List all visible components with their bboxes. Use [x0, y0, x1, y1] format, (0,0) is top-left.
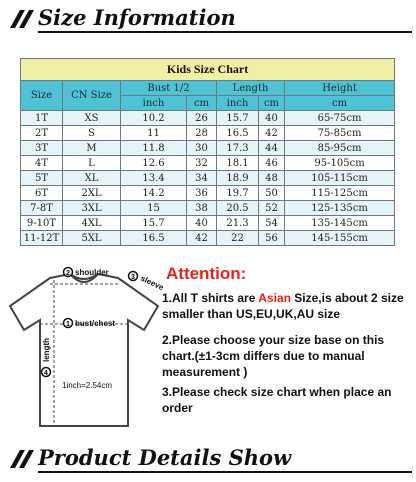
- cell-size: 4T: [21, 156, 63, 171]
- unit-inch: inch: [121, 96, 187, 111]
- shoulder-label: shoulder: [75, 268, 109, 277]
- table-row: [21, 201, 395, 216]
- cell-len-in: 17.3: [217, 141, 259, 156]
- cell-len-cm: 40: [259, 111, 285, 126]
- cell-bust-cm: 30: [187, 141, 217, 156]
- cell-bust-cm: 26: [187, 111, 217, 126]
- table-title: Kids Size Chart: [21, 59, 395, 81]
- unit-inch: inch: [217, 96, 259, 111]
- sleeve-label: sleeve: [139, 273, 166, 293]
- cell-len-in: 18.1: [217, 156, 259, 171]
- cell-bust-cm: 38: [187, 201, 217, 216]
- unit-cm: cm: [187, 96, 217, 111]
- cell-size: 11-12T: [21, 231, 63, 246]
- double-chevron-icon: [8, 8, 38, 30]
- cell-bust-in: 12.6: [121, 156, 187, 171]
- table-row: [21, 111, 395, 126]
- cell-bust-cm: 42: [187, 231, 217, 246]
- cell-size: 9-10T: [21, 216, 63, 231]
- cell-height: 145-155cm: [285, 231, 395, 246]
- unit-cm: cm: [285, 96, 395, 111]
- table-row: [21, 141, 395, 156]
- cell-cn: 4XL: [63, 216, 121, 231]
- cell-len-in: 16.5: [217, 126, 259, 141]
- cell-bust-cm: 36: [187, 186, 217, 201]
- attention-note-1: [162, 290, 410, 322]
- cell-bust-in: 15.7: [121, 216, 187, 231]
- bust-label: bust/chest: [75, 319, 116, 328]
- attention-note-2: 2.Please choose your size base on this chart.(±1-3cm differs due to manual measurement ): [162, 333, 385, 379]
- divider: [38, 471, 412, 473]
- length-label: length: [42, 338, 51, 362]
- attention-note-3: 3.Please check size chart when place an order: [162, 385, 392, 415]
- table-row: [21, 126, 395, 141]
- cell-size: 7-8T: [21, 201, 63, 216]
- cell-cn: XL: [63, 171, 121, 186]
- note-1-highlight: Asian: [258, 291, 291, 305]
- kids-size-chart-table: [20, 58, 395, 246]
- cell-len-cm: 52: [259, 201, 285, 216]
- cell-height: 125-135cm: [285, 201, 395, 216]
- cell-len-cm: 56: [259, 231, 285, 246]
- cell-cn: 2XL: [63, 186, 121, 201]
- note-1-text-a: 1.All T shirts are: [162, 291, 259, 305]
- cell-bust-in: 16.5: [121, 231, 187, 246]
- cell-cn: M: [63, 141, 121, 156]
- cell-bust-cm: 40: [187, 216, 217, 231]
- attention-title: Attention:: [166, 264, 247, 283]
- marker-1-label: 1: [66, 321, 70, 328]
- cell-len-cm: 48: [259, 171, 285, 186]
- cell-size: 6T: [21, 186, 63, 201]
- unit-cm: cm: [259, 96, 285, 111]
- cell-len-cm: 46: [259, 156, 285, 171]
- cell-cn: L: [63, 156, 121, 171]
- cell-len-in: 18.9: [217, 171, 259, 186]
- cell-bust-cm: 34: [187, 171, 217, 186]
- col-header-cn-size: CN Size: [63, 81, 121, 111]
- cell-bust-in: 11: [121, 126, 187, 141]
- tshirt-measurement-diagram: [6, 266, 166, 430]
- cell-height: 65-75cm: [285, 111, 395, 126]
- cell-size: 5T: [21, 171, 63, 186]
- table-row: [21, 216, 395, 231]
- cell-bust-in: 13.4: [121, 171, 187, 186]
- marker-2-label: 2: [66, 270, 70, 277]
- cell-height: 95-105cm: [285, 156, 395, 171]
- cell-len-in: 15.7: [217, 111, 259, 126]
- double-chevron-icon: [8, 448, 38, 470]
- cell-height: 115-125cm: [285, 186, 395, 201]
- note-1-text-b: Size,is about 2 size smaller than US,EU,UK,AU size: [162, 291, 404, 321]
- table-row: [21, 156, 395, 171]
- table-row: [21, 171, 395, 186]
- marker-3-label: 3: [131, 274, 135, 281]
- cell-size: 3T: [21, 141, 63, 156]
- col-header-height: Height: [285, 81, 395, 96]
- cell-height: 75-85cm: [285, 126, 395, 141]
- cell-len-in: 19.7: [217, 186, 259, 201]
- cell-size: 2T: [21, 126, 63, 141]
- cell-height: 105-115cm: [285, 171, 395, 186]
- divider: [38, 31, 412, 33]
- col-header-bust: Bust 1/2: [121, 81, 217, 96]
- cell-bust-in: 15: [121, 201, 187, 216]
- cell-len-in: 22: [217, 231, 259, 246]
- cell-bust-cm: 32: [187, 156, 217, 171]
- cell-height: 85-95cm: [285, 141, 395, 156]
- cell-len-in: 21.3: [217, 216, 259, 231]
- cell-len-cm: 42: [259, 126, 285, 141]
- cell-len-cm: 54: [259, 216, 285, 231]
- cell-bust-cm: 28: [187, 126, 217, 141]
- tshirt-outline: [10, 274, 158, 426]
- marker-4-label: 4: [44, 370, 48, 377]
- cell-height: 135-145cm: [285, 216, 395, 231]
- cell-size: 1T: [21, 111, 63, 126]
- cell-len-cm: 44: [259, 141, 285, 156]
- section-title: Product Details Show: [38, 445, 292, 470]
- cell-cn: 5XL: [63, 231, 121, 246]
- col-header-length: Length: [217, 81, 285, 96]
- cell-len-in: 20.5: [217, 201, 259, 216]
- product-details-header: [4, 444, 412, 474]
- col-header-size: Size: [21, 81, 63, 111]
- section-title: Size Information: [38, 5, 236, 30]
- cell-cn: S: [63, 126, 121, 141]
- inch-conversion-note: 1inch=2.54cm: [62, 381, 113, 390]
- cell-len-cm: 50: [259, 186, 285, 201]
- table-row: [21, 186, 395, 201]
- size-information-header: [4, 4, 412, 34]
- cell-bust-in: 14.2: [121, 186, 187, 201]
- cell-bust-in: 11.8: [121, 141, 187, 156]
- cell-cn: 3XL: [63, 201, 121, 216]
- table-row: [21, 231, 395, 246]
- cell-cn: XS: [63, 111, 121, 126]
- cell-bust-in: 10.2: [121, 111, 187, 126]
